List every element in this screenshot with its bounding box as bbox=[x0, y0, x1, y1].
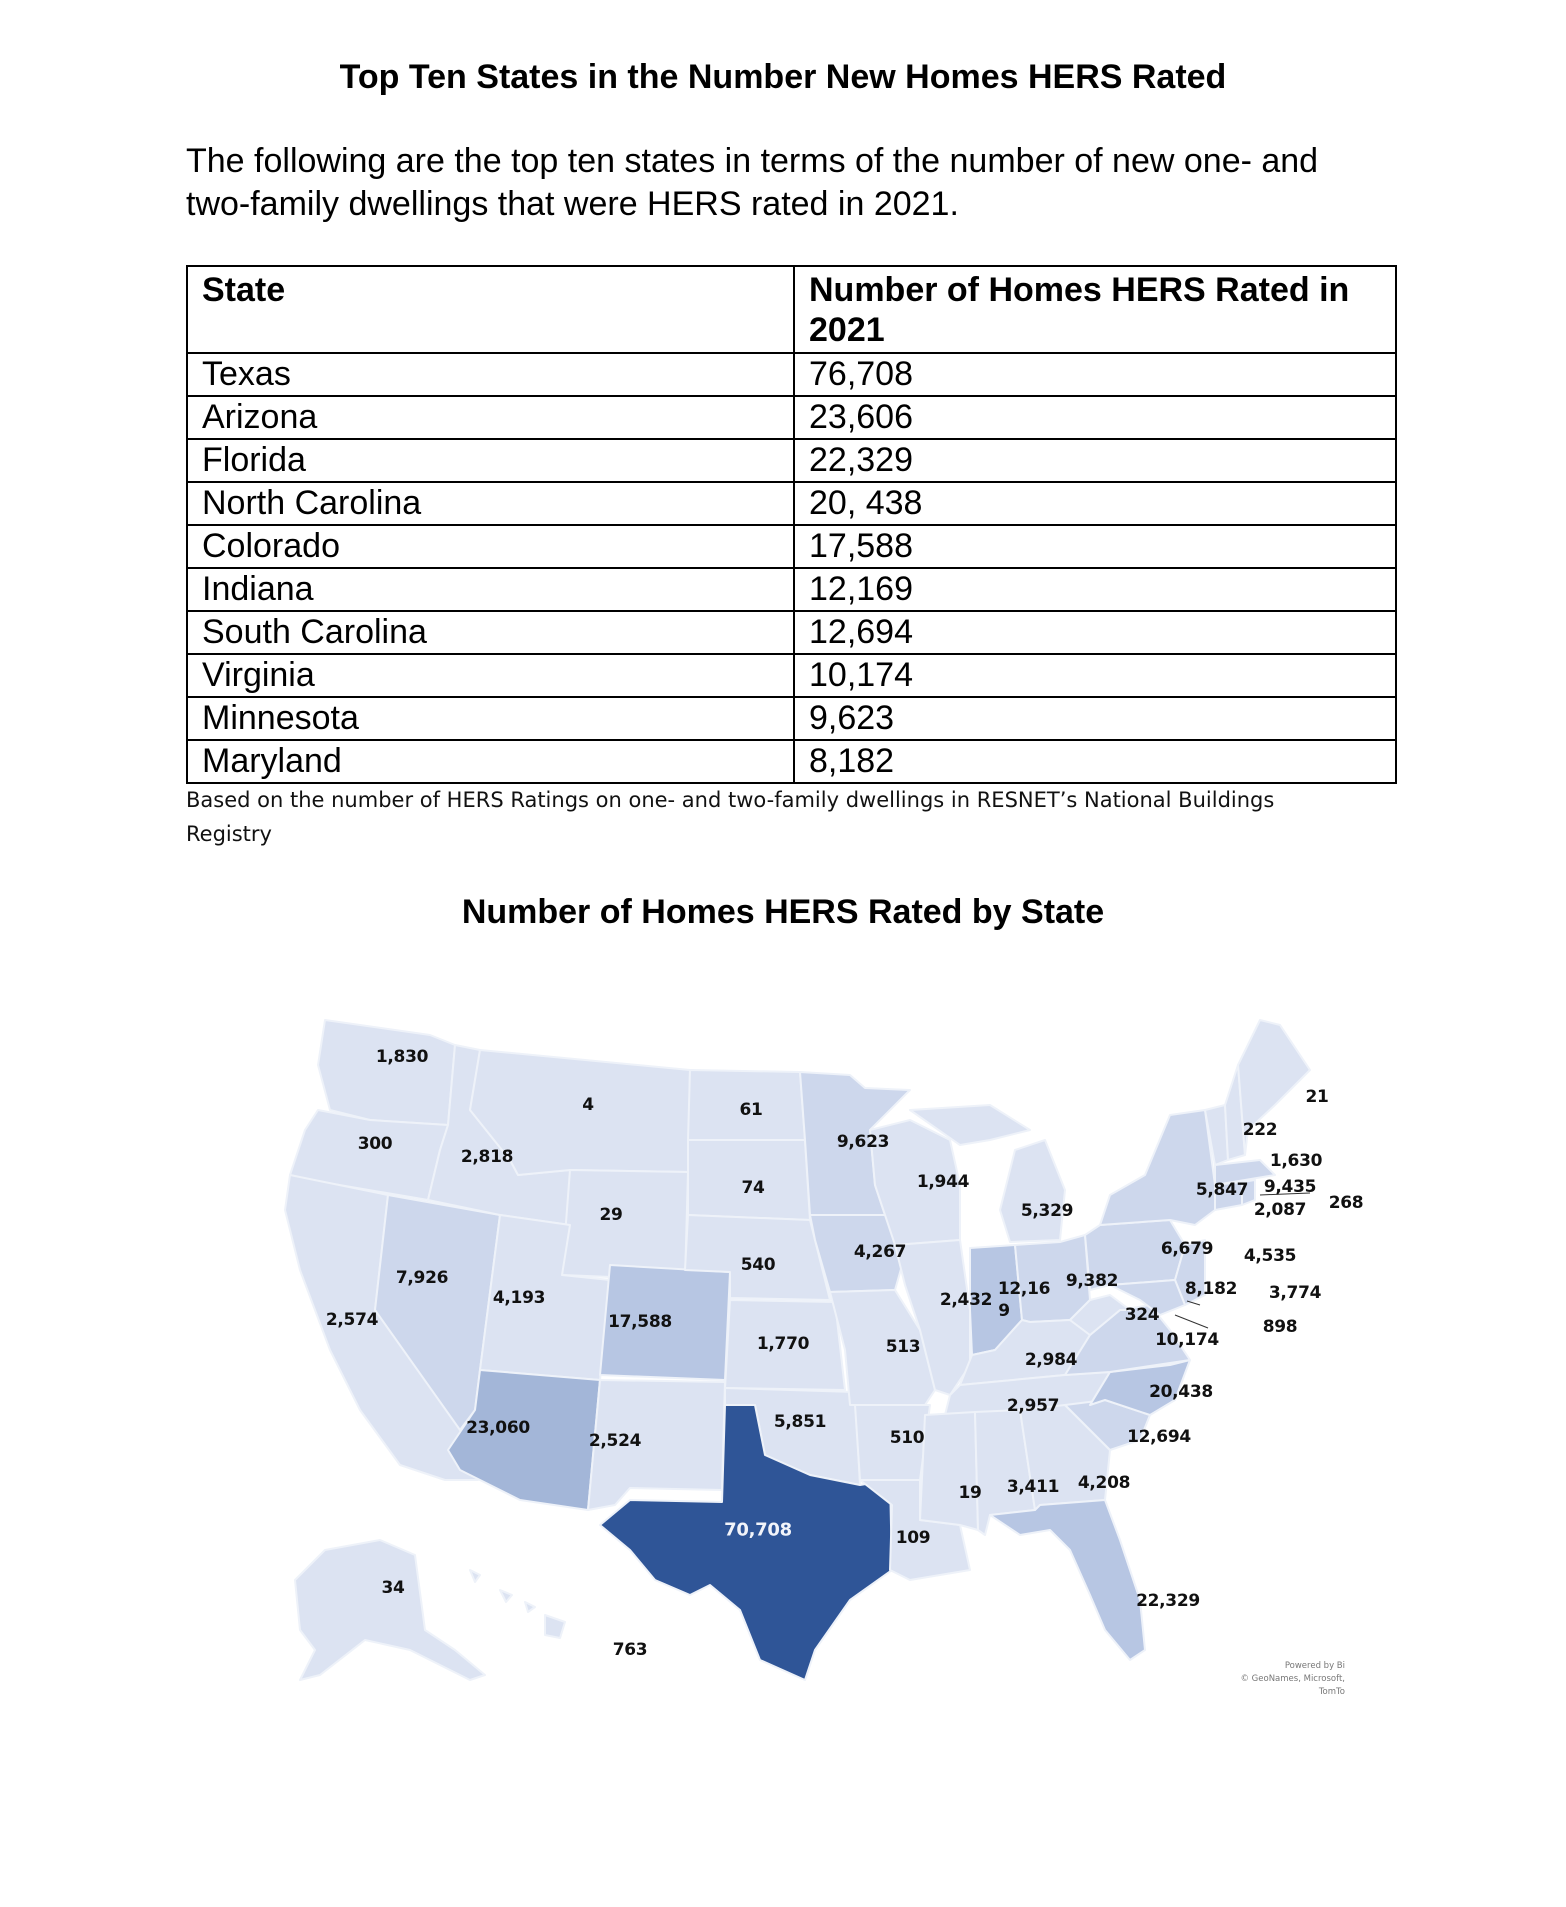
table-row bbox=[187, 611, 1396, 654]
map-attribution bbox=[1220, 1660, 1345, 1699]
cell-state: Florida bbox=[187, 439, 794, 482]
cell-state: Minnesota bbox=[187, 697, 794, 740]
cell-value: 10,174 bbox=[794, 654, 1396, 697]
table-row bbox=[187, 568, 1396, 611]
state-ny bbox=[1100, 1110, 1215, 1225]
cell-state: Indiana bbox=[187, 568, 794, 611]
cell-state: South Carolina bbox=[187, 611, 794, 654]
cell-value: 17,588 bbox=[794, 525, 1396, 568]
cell-state: North Carolina bbox=[187, 482, 794, 525]
label-wv: 324 bbox=[1124, 1305, 1160, 1325]
intro-paragraph bbox=[186, 140, 1416, 226]
label-nj: 4,535 bbox=[1243, 1246, 1297, 1266]
label-pa: 6,679 bbox=[1160, 1239, 1214, 1259]
label-ga: 4,208 bbox=[1077, 1473, 1131, 1493]
label-mn: 9,623 bbox=[836, 1132, 890, 1152]
cell-state: Arizona bbox=[187, 396, 794, 439]
table-row bbox=[187, 482, 1396, 525]
footnote-line-2: Registry bbox=[186, 822, 272, 846]
table-row bbox=[187, 525, 1396, 568]
cell-value: 20, 438 bbox=[794, 482, 1396, 525]
cell-value: 22,329 bbox=[794, 439, 1396, 482]
intro-line-1: The following are the top ten states in terms of the number of new one- and bbox=[186, 142, 1319, 180]
table-row bbox=[187, 654, 1396, 697]
cell-value: 76,708 bbox=[794, 353, 1396, 396]
label-ne: 540 bbox=[740, 1255, 776, 1275]
table-row bbox=[187, 396, 1396, 439]
label-md: 8,182 bbox=[1184, 1279, 1238, 1299]
label-ak: 34 bbox=[381, 1578, 405, 1598]
header-homes-rated: Number of Homes HERS Rated in 2021 bbox=[794, 266, 1396, 353]
label-ks: 1,770 bbox=[756, 1334, 810, 1354]
label-ut: 4,193 bbox=[492, 1288, 546, 1308]
map-shapes bbox=[270, 1010, 1400, 1700]
state-fl bbox=[990, 1500, 1145, 1660]
attribution-powered-by: Powered by Bi bbox=[1284, 1661, 1345, 1671]
table-row bbox=[187, 697, 1396, 740]
label-va: 10,174 bbox=[1155, 1330, 1219, 1350]
state-wa bbox=[318, 1020, 455, 1125]
state-hi bbox=[470, 1570, 565, 1638]
table-row bbox=[187, 353, 1396, 396]
label-fl: 22,329 bbox=[1136, 1591, 1200, 1611]
label-nd: 61 bbox=[739, 1100, 763, 1120]
label-me: 21 bbox=[1305, 1087, 1329, 1107]
label-in-b: 9 bbox=[998, 1301, 1010, 1321]
cell-value: 8,182 bbox=[794, 740, 1396, 783]
us-choropleth-map bbox=[270, 1010, 1400, 1700]
state-ms bbox=[920, 1412, 978, 1530]
label-nh: 1,630 bbox=[1269, 1151, 1323, 1171]
label-ms: 19 bbox=[958, 1483, 982, 1503]
label-mo: 513 bbox=[885, 1337, 921, 1357]
label-in-a: 12,16 bbox=[997, 1279, 1051, 1299]
label-ar: 510 bbox=[889, 1428, 925, 1448]
label-nm: 2,524 bbox=[588, 1431, 642, 1451]
attribution-copyright: © GeoNames, Microsoft, TomTo bbox=[1240, 1674, 1345, 1697]
cell-state: Texas bbox=[187, 353, 794, 396]
label-mi: 5,329 bbox=[1020, 1201, 1074, 1221]
state-ak bbox=[295, 1540, 485, 1680]
label-sd: 74 bbox=[741, 1178, 765, 1198]
header-state: State bbox=[187, 266, 794, 353]
label-hi: 763 bbox=[612, 1640, 648, 1660]
table-row bbox=[187, 439, 1396, 482]
table-row bbox=[187, 740, 1396, 783]
page-title: Top Ten States in the Number New Homes HERS Rated bbox=[339, 58, 1227, 96]
label-co: 17,588 bbox=[608, 1312, 672, 1332]
label-tn: 2,957 bbox=[1006, 1396, 1060, 1416]
cell-value: 12,169 bbox=[794, 568, 1396, 611]
label-ct: 2,087 bbox=[1253, 1200, 1307, 1220]
table-footnote bbox=[186, 783, 1416, 851]
label-wa: 1,830 bbox=[375, 1047, 429, 1067]
label-vt: 222 bbox=[1242, 1120, 1278, 1140]
map-title: Number of Homes HERS Rated by State bbox=[461, 893, 1105, 931]
state-wy bbox=[562, 1170, 688, 1280]
label-az: 23,060 bbox=[466, 1418, 530, 1438]
label-ca: 2,574 bbox=[325, 1310, 379, 1330]
label-ma: 9,435 bbox=[1263, 1177, 1317, 1197]
label-de: 3,774 bbox=[1268, 1283, 1322, 1303]
label-ia: 4,267 bbox=[853, 1242, 907, 1262]
cell-state: Colorado bbox=[187, 525, 794, 568]
label-mt: 4 bbox=[582, 1095, 594, 1115]
cell-state: Virginia bbox=[187, 654, 794, 697]
label-ny: 5,847 bbox=[1195, 1180, 1249, 1200]
label-ok: 5,851 bbox=[773, 1412, 827, 1432]
label-or: 300 bbox=[357, 1134, 393, 1154]
label-wi: 1,944 bbox=[916, 1172, 970, 1192]
cell-state: Maryland bbox=[187, 740, 794, 783]
label-id: 2,818 bbox=[460, 1147, 514, 1167]
label-sc: 12,694 bbox=[1127, 1427, 1191, 1447]
label-tx: 70,708 bbox=[724, 1519, 792, 1541]
label-il: 2,432 bbox=[939, 1290, 993, 1310]
label-nc: 20,438 bbox=[1149, 1382, 1213, 1402]
label-nv: 7,926 bbox=[395, 1268, 449, 1288]
label-la: 109 bbox=[895, 1528, 931, 1548]
footnote-line-1: Based on the number of HERS Ratings on one- and two-family dwellings in RESNET’s National Buildings bbox=[186, 788, 1275, 812]
label-oh: 9,382 bbox=[1065, 1271, 1119, 1291]
label-dc: 898 bbox=[1262, 1317, 1298, 1337]
cell-value: 12,694 bbox=[794, 611, 1396, 654]
top-ten-states-table bbox=[186, 265, 1397, 784]
cell-value: 23,606 bbox=[794, 396, 1396, 439]
cell-value: 9,623 bbox=[794, 697, 1396, 740]
label-wy: 29 bbox=[599, 1205, 623, 1225]
label-al: 3,411 bbox=[1006, 1477, 1060, 1497]
table-header-row bbox=[187, 266, 1396, 353]
label-ky: 2,984 bbox=[1024, 1350, 1078, 1370]
intro-line-2: two-family dwellings that were HERS rated in 2021. bbox=[186, 185, 959, 223]
label-ri: 268 bbox=[1328, 1193, 1364, 1213]
